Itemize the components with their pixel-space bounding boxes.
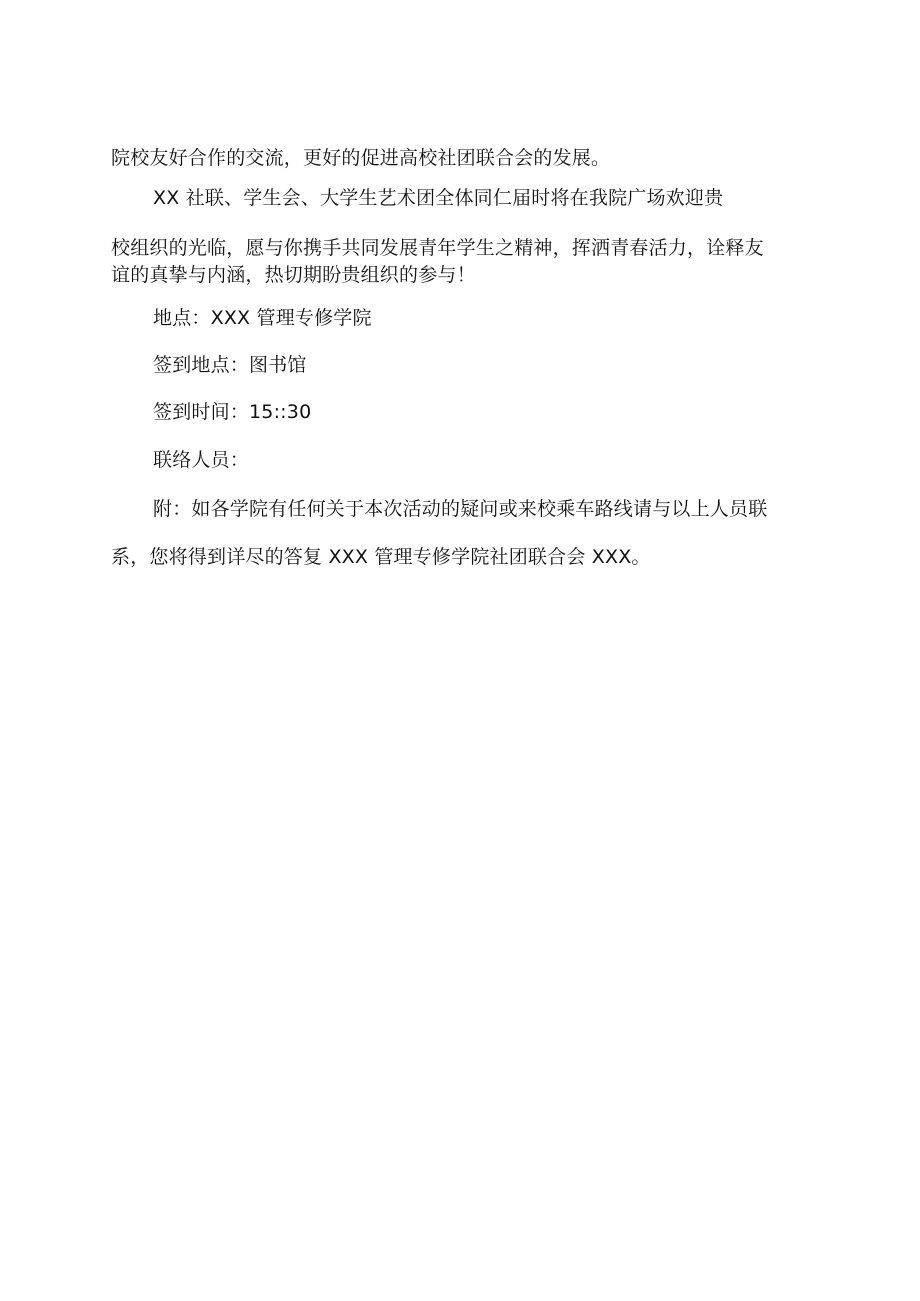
paragraph-line-3: 校组织的光临，愿与你携手共同发展青年学生之精神，挥洒青春活力，诠释友 [111, 237, 764, 259]
location-line: 地点：XXX 管理专修学院 [153, 307, 372, 329]
signin-location-line: 签到地点：图书馆 [153, 354, 307, 376]
note-line-2: 系，您将得到详尽的答复 XXX 管理专修学院社团联合会 XXX。 [111, 546, 651, 568]
paragraph-line-4: 谊的真挚与内涵，热切期盼贵组织的参与！ [111, 264, 476, 286]
paragraph-line-2: XX 社联、学生会、大学生艺术团全体同仁届时将在我院广场欢迎贵 [153, 187, 724, 209]
note-line-1: 附：如各学院有任何关于本次活动的疑问或来校乘车路线请与以上人员联 [153, 498, 768, 520]
contact-person-line: 联络人员： [153, 449, 250, 471]
signin-time-line: 签到时间：15::30 [153, 401, 312, 423]
paragraph-line-1: 院校友好合作的交流，更好的促进高校社团联合会的发展。 [111, 147, 611, 169]
